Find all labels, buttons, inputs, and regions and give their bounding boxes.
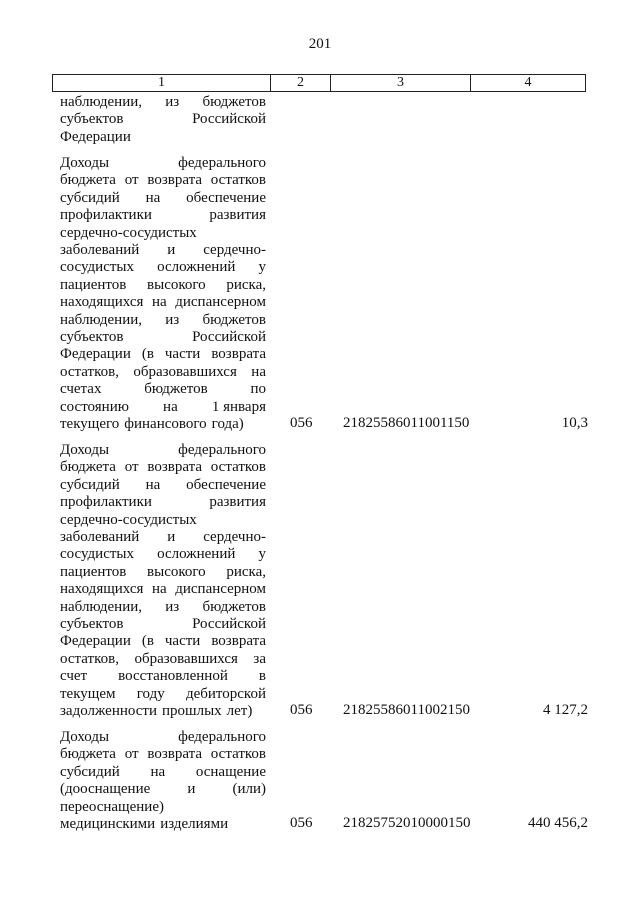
word: бюджетов <box>144 381 208 398</box>
word: риска, <box>226 276 266 293</box>
text-line <box>60 190 266 207</box>
page-number: 201 <box>308 36 332 52</box>
word: дебиторской <box>185 685 266 702</box>
word: бюджета <box>60 459 116 476</box>
text-line <box>60 442 266 459</box>
word: у <box>258 546 266 563</box>
word: на <box>251 363 266 380</box>
text-line <box>60 686 266 703</box>
word: бюджета <box>60 746 116 763</box>
word: на <box>163 398 178 415</box>
word: и <box>167 242 176 259</box>
word: из <box>165 94 180 110</box>
row-code: 056 <box>290 815 313 831</box>
text-line <box>60 225 266 242</box>
word: части <box>164 346 201 363</box>
word: текущего <box>60 416 120 433</box>
word: году <box>136 685 165 702</box>
text-line <box>60 294 266 311</box>
word: бюджетов <box>202 311 266 328</box>
word: прошлых <box>162 703 222 720</box>
word: субъектов <box>60 616 124 633</box>
text-line <box>60 207 266 224</box>
row-code: 056 <box>290 702 313 718</box>
header-col-2: 2 <box>271 75 331 91</box>
continuation-text <box>60 94 266 146</box>
text-line <box>60 529 266 546</box>
word: Федерации <box>60 633 131 650</box>
word: диспансерном <box>175 581 266 598</box>
word: сердечно- <box>203 242 266 259</box>
row-amount: 10,3 <box>561 415 588 431</box>
row-description <box>60 155 266 434</box>
row-kbk: 21825586011002150 <box>343 702 470 718</box>
word: субъектов <box>60 111 124 128</box>
word: (дооснащение <box>60 781 151 798</box>
word: в <box>258 668 266 685</box>
word: заболеваний <box>60 529 140 546</box>
word: развития <box>209 494 266 511</box>
text-line <box>60 764 266 781</box>
word: образовавшихся <box>134 650 238 667</box>
text-line <box>60 155 266 172</box>
word: обеспечение <box>186 189 266 206</box>
word: находящихся <box>60 581 144 598</box>
word: на <box>151 581 167 598</box>
word: счет <box>60 668 88 685</box>
header-col-3: 3 <box>331 75 471 91</box>
text-line <box>60 816 266 833</box>
text-line <box>60 477 266 494</box>
text-line <box>60 277 266 294</box>
word: бюджета <box>60 172 116 189</box>
word: бюджетов <box>202 94 266 110</box>
word: федерального <box>178 442 266 458</box>
word: (в <box>141 346 154 363</box>
word: и <box>187 781 196 798</box>
word: бюджетов <box>202 598 266 615</box>
word: риска, <box>226 563 266 580</box>
text-line <box>60 381 266 398</box>
word: обеспечение <box>186 476 266 493</box>
row-kbk: 21825586011001150 <box>343 415 470 431</box>
word: возврата <box>211 633 266 650</box>
word: осложнений <box>157 259 236 276</box>
word: остатков <box>210 746 266 763</box>
row-amount: 440 456,2 <box>528 815 588 831</box>
text-line <box>60 512 266 529</box>
word: сердечно-сосудистых <box>60 224 197 241</box>
word: Российской <box>192 329 266 346</box>
word: текущем <box>60 685 116 702</box>
word: Федерации <box>60 346 131 363</box>
word: осложнений <box>157 546 236 563</box>
word: на <box>150 763 166 780</box>
word: пациентов <box>60 563 127 580</box>
header-col-4: 4 <box>524 75 532 90</box>
word: наблюдении, <box>60 311 142 328</box>
word: высокого <box>147 563 206 580</box>
word: сосудистых <box>60 259 134 276</box>
text-line <box>60 494 266 511</box>
word: субсидий <box>60 189 120 206</box>
word: финансового <box>124 416 207 433</box>
word: профилактики <box>60 207 152 224</box>
text-line <box>60 581 266 598</box>
word: изделиями <box>160 816 229 833</box>
word: сердечно-сосудистых <box>60 511 197 528</box>
word: остатков, <box>60 650 119 667</box>
word: пациентов <box>60 276 127 293</box>
word: от <box>124 172 139 189</box>
word: сердечно- <box>203 529 266 546</box>
text-line <box>60 633 266 650</box>
word: находящихся <box>60 294 144 311</box>
word: на <box>145 476 161 493</box>
word: от <box>124 746 139 763</box>
word: года) <box>211 416 244 433</box>
header-col-1: 1 <box>53 75 271 91</box>
word: от <box>124 459 139 476</box>
word: из <box>165 598 180 615</box>
word: оснащение <box>195 763 266 780</box>
text-line <box>60 346 266 363</box>
word: остатков <box>210 172 266 189</box>
word: (или) <box>232 781 266 798</box>
word: на <box>151 294 167 311</box>
word: Федерации <box>60 128 131 145</box>
word: Доходы <box>60 442 110 458</box>
word: 1 января <box>211 398 266 415</box>
text-line <box>60 781 266 798</box>
row-amount: 4 127,2 <box>543 702 588 718</box>
word: образовавшихся <box>133 363 237 380</box>
text-line <box>60 616 266 633</box>
word: у <box>258 259 266 276</box>
text-line <box>60 364 266 381</box>
text-line <box>60 312 266 329</box>
word: возврата <box>211 346 266 363</box>
word: наблюдении, <box>60 598 142 615</box>
text-line <box>60 564 266 581</box>
text-line <box>60 242 266 259</box>
word: (в <box>141 633 154 650</box>
word: восстановленной <box>118 668 228 685</box>
word: федерального <box>178 729 266 745</box>
word: и <box>167 529 176 546</box>
word: Российской <box>192 111 266 128</box>
word: остатков, <box>60 363 119 380</box>
text-line <box>60 668 266 685</box>
word: остатков <box>210 459 266 476</box>
text-line <box>60 599 266 616</box>
text-line <box>60 799 266 816</box>
word: заболеваний <box>60 242 140 259</box>
word: Доходы <box>60 729 110 745</box>
row-description <box>60 442 266 721</box>
row-code: 056 <box>290 415 313 431</box>
word: Российской <box>192 616 266 633</box>
word: субъектов <box>60 329 124 346</box>
word: лет) <box>226 703 253 720</box>
row-kbk: 21825752010000150 <box>343 815 471 831</box>
word: возврата <box>147 459 203 476</box>
text-line <box>60 329 266 346</box>
word: субсидий <box>60 476 120 493</box>
word: счетах <box>60 381 102 398</box>
text-line <box>60 259 266 276</box>
word: высокого <box>147 276 206 293</box>
word: диспансерном <box>175 294 266 311</box>
word: по <box>250 381 266 398</box>
text-line <box>60 416 266 433</box>
text-line <box>60 399 266 416</box>
word: сосудистых <box>60 546 134 563</box>
word: за <box>253 650 266 667</box>
text-line <box>60 746 266 763</box>
text-line <box>60 172 266 189</box>
text-line <box>60 703 266 720</box>
word: наблюдении, <box>60 94 142 110</box>
word: профилактики <box>60 494 152 511</box>
word: возврата <box>147 746 203 763</box>
word: Доходы <box>60 155 110 171</box>
word: задолженности <box>60 703 157 720</box>
text-line <box>60 459 266 476</box>
word: из <box>165 311 180 328</box>
text-line <box>60 546 266 563</box>
text-line <box>60 111 266 128</box>
word: субсидий <box>60 763 120 780</box>
word: на <box>145 189 161 206</box>
row-description <box>60 729 266 833</box>
table-header <box>52 74 586 92</box>
word: состоянию <box>60 398 129 415</box>
word: медицинскими <box>60 816 156 833</box>
text-line <box>60 729 266 746</box>
text-line <box>60 94 266 111</box>
word: возврата <box>147 172 203 189</box>
text-line <box>60 651 266 668</box>
text-line <box>60 129 266 146</box>
word: части <box>164 633 201 650</box>
word: переоснащение) <box>60 798 164 815</box>
word: федерального <box>178 155 266 171</box>
word: развития <box>209 207 266 224</box>
